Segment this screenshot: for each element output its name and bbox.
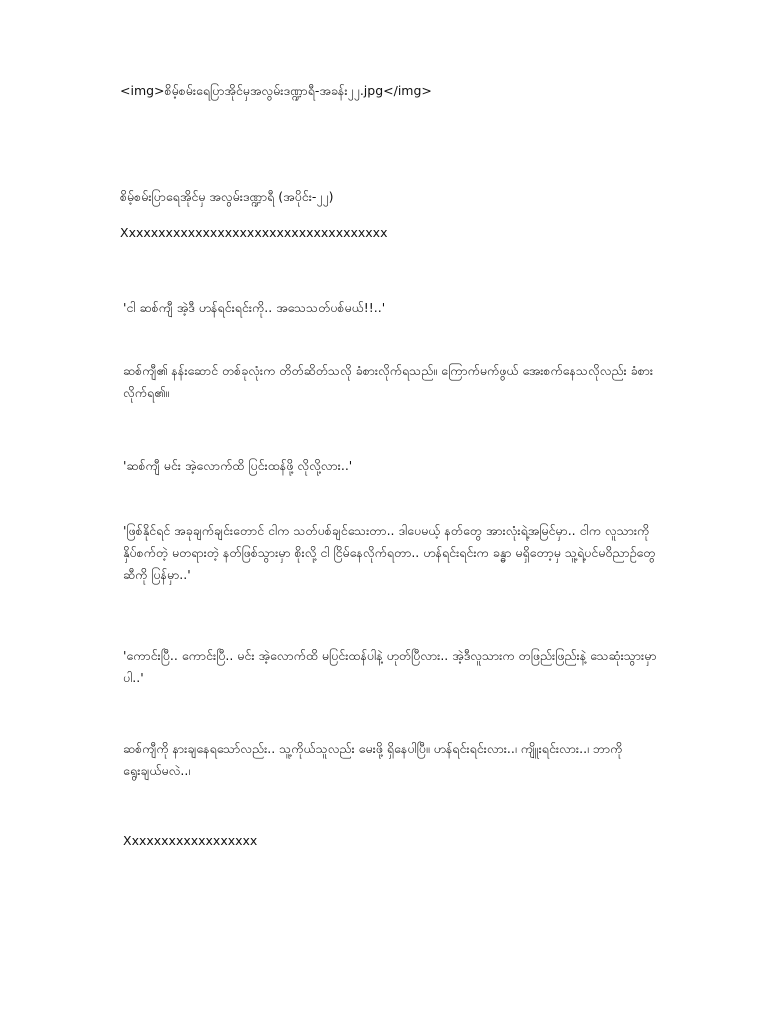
paragraph: 'ဖြစ်နိုင်ရင် အခုချက်ချင်းတောင် ငါက သတ်ပစ်ချင်သေးတာ.. ဒါပေမယ့် နတ်တွေ အားလုံးရဲ့အမြင်မှာ.. ငါက လူသားကို နှိပ်စက်တဲ့ မတရားတဲ့ နတ်ဖြစ်သွားမှာ စိုးလို့ ငါ ငြိမ်နေလိုက်ရတာ.. ဟန်ရင်းရင်းက ခန္ဓာ မရှိတော့မှ သူ့ရဲ့ပင်မဝိညာဉ်တွေဆီကို ပြန်မှာ..' [123, 523, 656, 582]
separator-bottom: Xxxxxxxxxxxxxxxxxx [123, 833, 258, 848]
paragraph: 'ကောင်းပြီ.. ကောင်းပြီ.. မင်း အဲ့လောက်ထိ မပြင်းထန်ပါနဲ့ ဟုတ်ပြီလား.. အဲ့ဒီလူသားက တဖြည်းဖြည်းနဲ့ သေဆုံးသွားမှာပါ..' [123, 648, 657, 685]
paragraph: ဆစ်ကျီကို နားချနေရသော်လည်း.. သူ့ကိုယ်သူလည်း မေးဖို့ ရှိနေပါပြီ။ ဟန်ရင်းရင်းလား..၊ ကျိူးရင်းလား..၊ ဘာကို ရွေးချယ်မလဲ..၊ [123, 741, 623, 778]
paragraph: ဆစ်ကျီ၏ နန်းဆောင် တစ်ခုလုံးက တိတ်ဆိတ်သလို ခံစားလိုက်ရသည်။ ကြောက်မက်ဖွယ် အေးစက်နေသလိုလည်း ခံစားလိုက်ရ၏။ [123, 363, 654, 400]
paragraph: 'ဆစ်ကျီ မင်း အဲ့လောက်ထိ ပြင်းထန်ဖို့ လိုလို့လား..' [123, 458, 353, 473]
separator-top: Xxxxxxxxxxxxxxxxxxxxxxxxxxxxxxxxxxxx [120, 225, 388, 240]
paragraph: 'ငါ ဆစ်ကျီ အဲ့ဒီ ဟန်ရင်းရင်းကို.. အသေသတ်ပစ်မယ်!!..' [123, 300, 386, 315]
image-tag-line: <img>စိမ့်စမ်းရေပြာအိုင်မှအလွမ်းဒဏ္ဍာရီ-အခန်း၂၂.jpg</img> [120, 83, 432, 98]
document-heading: စိမ့်စမ်းပြာရေအိုင်မှ အလွမ်းဒဏ္ဍာရီ (အပိုင်း-၂၂) [120, 189, 334, 204]
